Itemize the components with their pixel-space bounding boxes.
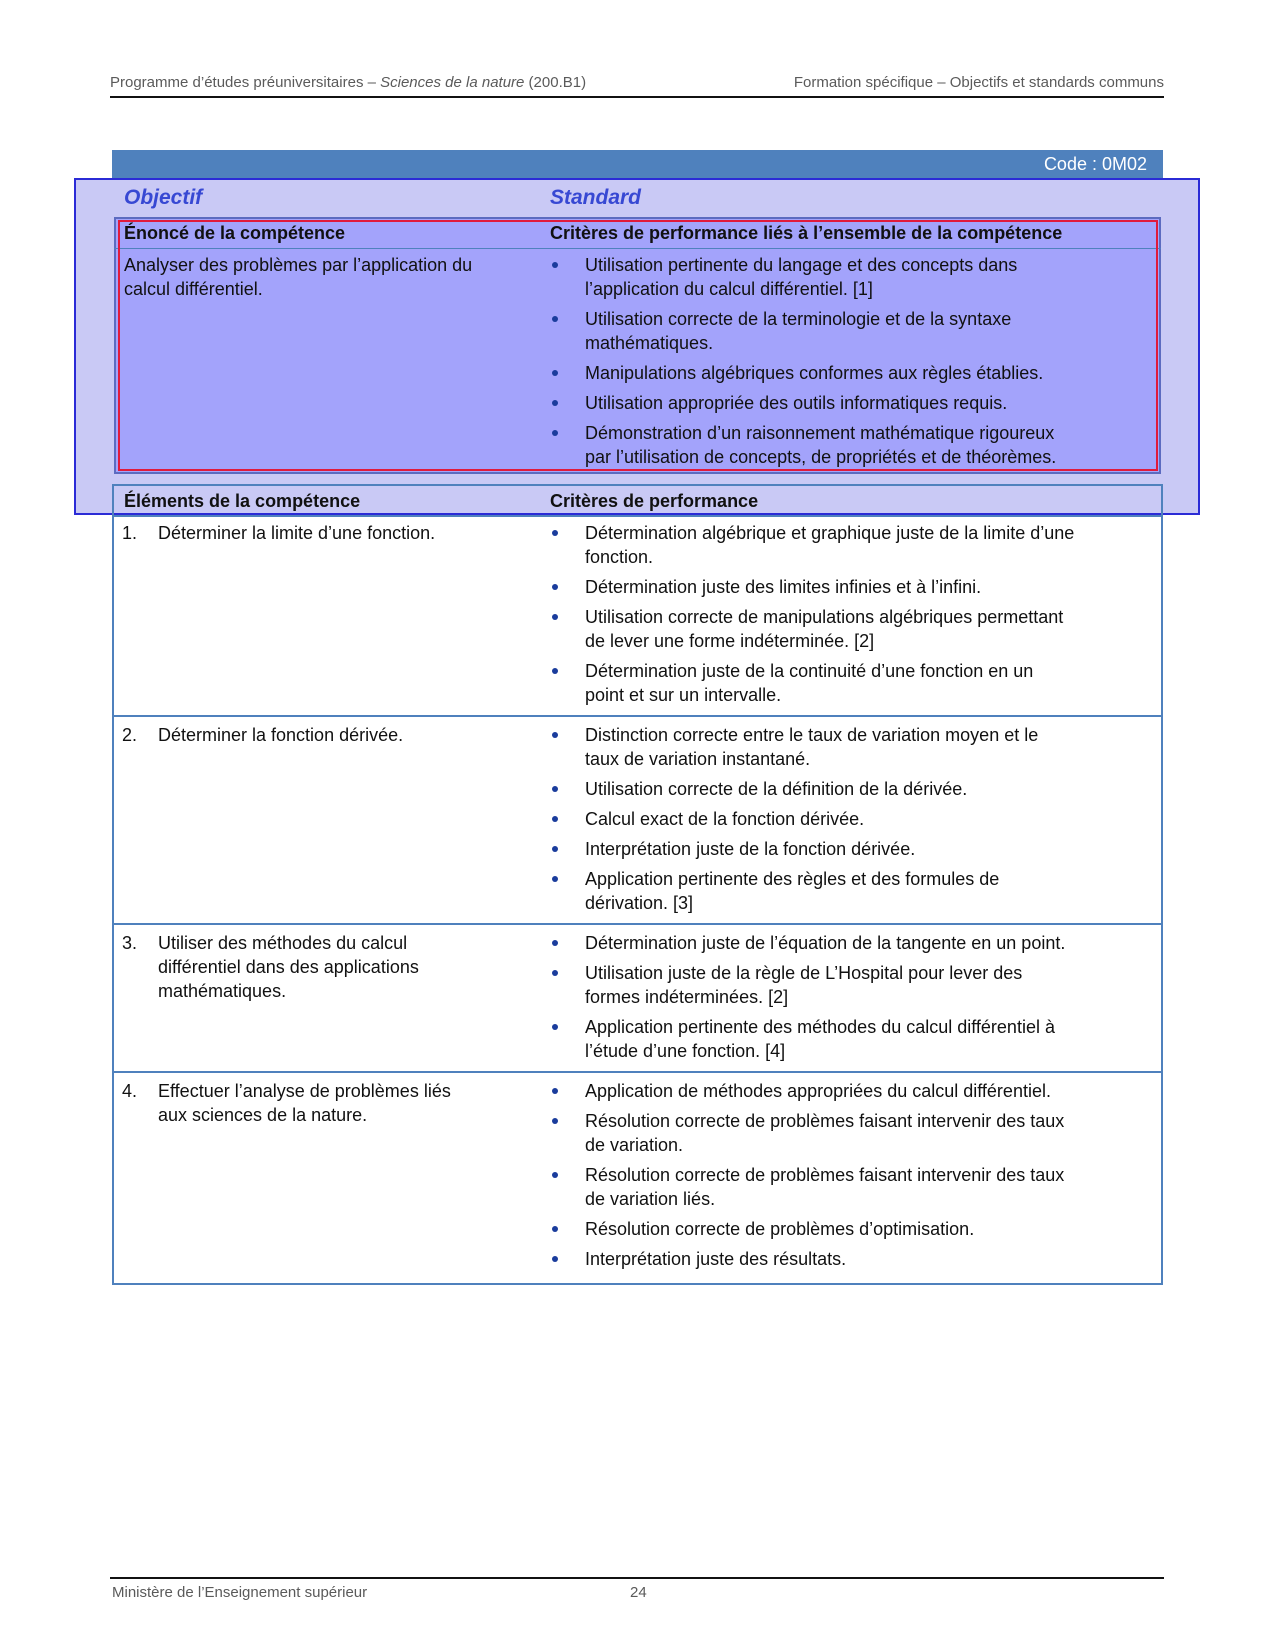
criterion-item (585, 605, 1063, 653)
bullet-icon (552, 786, 558, 792)
bullet-icon (552, 970, 558, 976)
criterion-text-line: Détermination juste des limites infinies et à l’infini. (585, 577, 982, 597)
element-text-line: mathématiques. (158, 981, 287, 1001)
criterion-text-line: Utilisation juste de la règle de L’Hospital pour lever des (585, 963, 1023, 983)
criterion-text-line: Résolution correcte de problèmes d’optimisation. (585, 1219, 975, 1239)
page-number: 24 (630, 1584, 647, 1601)
element-row-divider (114, 1071, 1161, 1073)
running-header (110, 74, 1164, 94)
competence-statement-header: Énoncé de la compétence (124, 223, 346, 243)
criterion-text-line: Application pertinente des règles et des formules de (585, 869, 1000, 889)
criterion-item (585, 659, 1033, 707)
bullet-icon (552, 1172, 558, 1178)
header-program (110, 74, 586, 91)
criterion-text-line: Application pertinente des méthodes du calcul différentiel à (585, 1017, 1055, 1037)
bullet-icon (552, 846, 558, 852)
criterion-item (585, 1247, 846, 1271)
criterion-text-line: Distinction correcte entre le taux de variation moyen et le (585, 725, 1039, 745)
element-row-divider (114, 923, 1161, 925)
criterion-text-line: Utilisation appropriée des outils informatiques requis. (585, 393, 1008, 413)
competence-criteria-header: Critères de performance liés à l’ensemble de la compétence (550, 223, 1063, 243)
criterion-text-line: Détermination juste de la continuité d’une fonction en un (585, 661, 1034, 681)
criterion-text-line: formes indéterminées. [2] (585, 987, 789, 1007)
footer-rule (110, 1577, 1164, 1579)
element-text-line: différentiel dans des applications (158, 957, 419, 977)
criterion-item (585, 1079, 1051, 1103)
footer-ministry: Ministère de l’Enseignement supérieur (112, 1584, 368, 1601)
bullet-icon (552, 940, 558, 946)
bullet-icon (552, 668, 558, 674)
header-rule (110, 96, 1164, 98)
criterion-text-line: Application de méthodes appropriées du calcul différentiel. (585, 1081, 1051, 1101)
criterion-text-line: l’application du calcul différentiel. [1] (585, 279, 873, 299)
criterion-item (585, 837, 915, 861)
criterion-text-line: de variation. (585, 1135, 684, 1155)
elements-header-rule (114, 515, 1161, 517)
criterion-text-line: Détermination algébrique et graphique juste de la limite d’une (585, 523, 1075, 543)
criterion-text-line: fonction. (585, 547, 654, 567)
criterion-text-line: Interprétation juste de la fonction dérivée. (585, 839, 916, 859)
criterion-text-line: Résolution correcte de problèmes faisant intervenir des taux (585, 1111, 1065, 1131)
code-label: Code : 0M02 (1043, 154, 1147, 174)
element-text-line: aux sciences de la nature. (158, 1105, 368, 1125)
bullet-icon (552, 816, 558, 822)
competence-statement-line: Analyser des problèmes par l’application du (124, 255, 473, 275)
elements-criteria-header: Critères de performance (550, 491, 759, 511)
criterion-text-line: mathématiques. (585, 333, 714, 353)
standard-title: Standard (550, 186, 642, 209)
criterion-text-line: Interprétation juste des résultats. (585, 1249, 847, 1269)
criterion-text-line: de variation liés. (585, 1189, 716, 1209)
bullet-icon (552, 614, 558, 620)
header-section: Formation spécifique – Objectifs et standards communs (793, 74, 1164, 91)
element-text-line: Déterminer la limite d’une fonction. (158, 523, 436, 543)
criterion-text-line: Utilisation pertinente du langage et des concepts dans (585, 255, 1018, 275)
criterion-text-line: Utilisation correcte de la terminologie et de la syntaxe (585, 309, 1012, 329)
header-program-prefix: Programme d’études préuniversitaires – (110, 74, 381, 91)
criterion-text-line: par l’utilisation de concepts, de propriétés et de théorèmes. (585, 447, 1057, 467)
element-number: 3. (122, 933, 138, 953)
criterion-item (585, 1217, 974, 1241)
bullet-icon (552, 584, 558, 590)
bullet-icon (552, 1226, 558, 1232)
element-text-line: Effectuer l’analyse de problèmes liés (158, 1081, 451, 1101)
criterion-text-line: l’étude d’une fonction. [4] (585, 1041, 786, 1061)
bullet-icon (552, 1256, 558, 1262)
criterion-text-line: taux de variation instantané. (585, 749, 811, 769)
bullet-icon (552, 1118, 558, 1124)
criterion-item (585, 1015, 1055, 1063)
bullet-icon (552, 1024, 558, 1030)
criterion-text-line: Manipulations algébriques conformes aux règles établies. (585, 363, 1044, 383)
criterion-item (585, 723, 1038, 771)
bullet-icon (552, 1088, 558, 1094)
element-number: 2. (122, 725, 138, 745)
criterion-item (585, 931, 1065, 955)
element-row-divider (114, 715, 1161, 717)
header-program-suffix: (200.B1) (524, 74, 587, 91)
criterion-text-line: dérivation. [3] (585, 893, 694, 913)
criterion-text-line: Détermination juste de l’équation de la tangente en un point. (585, 933, 1066, 953)
objectif-title: Objectif (124, 186, 203, 209)
criterion-item (585, 521, 1074, 569)
criterion-text-line: Démonstration d’un raisonnement mathématique rigoureux (585, 423, 1055, 443)
criterion-item (585, 575, 981, 599)
criterion-item (585, 961, 1022, 1009)
element-number: 1. (122, 523, 138, 543)
criterion-item (585, 777, 967, 801)
code-bar (112, 150, 1163, 178)
competence-statement-line: calcul différentiel. (124, 279, 263, 299)
criterion-text-line: Calcul exact de la fonction dérivée. (585, 809, 865, 829)
bullet-icon (552, 530, 558, 536)
elements-header: Éléments de la compétence (124, 491, 361, 511)
bullet-icon (552, 876, 558, 882)
criterion-text-line: de lever une forme indéterminée. [2] (585, 631, 875, 651)
bullet-icon (552, 732, 558, 738)
header-program-italic: Sciences de la nature (380, 74, 525, 91)
competence-highlight-frame (118, 220, 1158, 471)
criterion-text-line: point et sur un intervalle. (585, 685, 782, 705)
criterion-text-line: Utilisation correcte de manipulations algébriques permettant (585, 607, 1064, 627)
element-number: 4. (122, 1081, 138, 1101)
criterion-item (585, 867, 999, 915)
criterion-item (585, 1109, 1064, 1157)
element-text-line: Déterminer la fonction dérivée. (158, 725, 404, 745)
element-text-line: Utiliser des méthodes du calcul (158, 933, 408, 953)
criterion-text-line: Résolution correcte de problèmes faisant intervenir des taux (585, 1165, 1065, 1185)
criterion-item (585, 807, 864, 831)
criterion-text-line: Utilisation correcte de la définition de la dérivée. (585, 779, 968, 799)
criterion-item (585, 1163, 1064, 1211)
